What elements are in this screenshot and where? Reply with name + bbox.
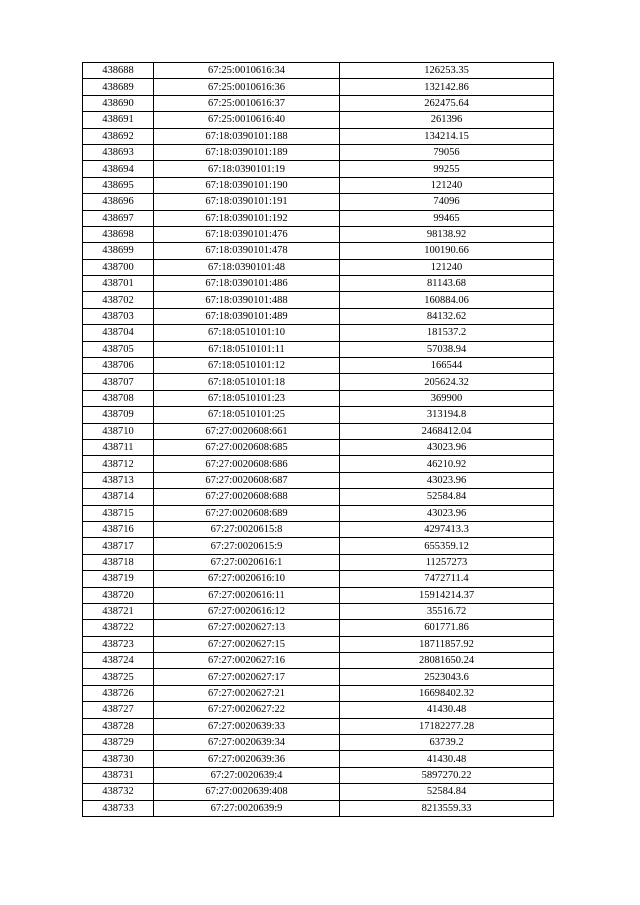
table-row: [83, 63, 554, 79]
table-row: [83, 276, 554, 292]
cadastral-number-cell: 67:18:0510101:18: [154, 374, 340, 390]
row-number-cell: 438731: [83, 767, 154, 783]
cadastral-number-cell: 67:18:0390101:192: [154, 210, 340, 226]
table-row: [83, 489, 554, 505]
value-cell: 8213559.33: [340, 800, 554, 816]
cadastral-number-cell: 67:27:0020608:687: [154, 472, 340, 488]
table-row: [83, 505, 554, 521]
row-number-cell: 438700: [83, 259, 154, 275]
table-row: [83, 538, 554, 554]
row-number-cell: 438693: [83, 144, 154, 160]
value-cell: 166544: [340, 358, 554, 374]
row-number-cell: 438691: [83, 112, 154, 128]
cadastral-number-cell: 67:18:0390101:486: [154, 276, 340, 292]
cadastral-number-cell: 67:25:0010616:34: [154, 63, 340, 79]
table-row: [83, 735, 554, 751]
value-cell: 16698402.32: [340, 685, 554, 701]
row-number-cell: 438733: [83, 800, 154, 816]
value-cell: 74096: [340, 194, 554, 210]
value-cell: 2468412.04: [340, 423, 554, 439]
row-number-cell: 438698: [83, 226, 154, 242]
value-cell: 134214.15: [340, 128, 554, 144]
cadastral-number-cell: 67:27:0020616:12: [154, 603, 340, 619]
table-row: [83, 144, 554, 160]
table-row: [83, 653, 554, 669]
cadastral-number-cell: 67:18:0510101:12: [154, 358, 340, 374]
row-number-cell: 438706: [83, 358, 154, 374]
value-cell: 43023.96: [340, 439, 554, 455]
cadastral-number-cell: 67:27:0020608:689: [154, 505, 340, 521]
table-row: [83, 472, 554, 488]
value-cell: 132142.86: [340, 79, 554, 95]
cadastral-number-cell: 67:27:0020627:17: [154, 669, 340, 685]
value-cell: 98138.92: [340, 226, 554, 242]
row-number-cell: 438695: [83, 177, 154, 193]
table-row: [83, 554, 554, 570]
value-cell: 100190.66: [340, 243, 554, 259]
table-row: [83, 620, 554, 636]
value-cell: 369900: [340, 390, 554, 406]
table-row: [83, 374, 554, 390]
cadastral-number-cell: 67:27:0020616:10: [154, 571, 340, 587]
cadastral-number-cell: 67:18:0390101:476: [154, 226, 340, 242]
row-number-cell: 438708: [83, 390, 154, 406]
cadastral-number-cell: 67:27:0020627:22: [154, 702, 340, 718]
table-row: [83, 767, 554, 783]
cadastral-number-cell: 67:27:0020627:16: [154, 653, 340, 669]
cadastral-number-cell: 67:27:0020608:661: [154, 423, 340, 439]
cadastral-number-cell: 67:25:0010616:37: [154, 95, 340, 111]
row-number-cell: 438690: [83, 95, 154, 111]
value-cell: 181537.2: [340, 325, 554, 341]
table-row: [83, 79, 554, 95]
row-number-cell: 438704: [83, 325, 154, 341]
row-number-cell: 438728: [83, 718, 154, 734]
cadastral-number-cell: 67:27:0020616:1: [154, 554, 340, 570]
row-number-cell: 438705: [83, 341, 154, 357]
table-row: [83, 702, 554, 718]
table-row: [83, 456, 554, 472]
row-number-cell: 438716: [83, 521, 154, 537]
row-number-cell: 438729: [83, 735, 154, 751]
cadastral-number-cell: 67:27:0020639:4: [154, 767, 340, 783]
table-row: [83, 784, 554, 800]
value-cell: 262475.64: [340, 95, 554, 111]
cadastral-number-cell: 67:18:0390101:188: [154, 128, 340, 144]
cadastral-number-cell: 67:27:0020639:33: [154, 718, 340, 734]
value-cell: 63739.2: [340, 735, 554, 751]
value-cell: 15914214.37: [340, 587, 554, 603]
row-number-cell: 438732: [83, 784, 154, 800]
table-row: [83, 587, 554, 603]
table-row: [83, 358, 554, 374]
value-cell: 41430.48: [340, 702, 554, 718]
row-number-cell: 438703: [83, 308, 154, 324]
value-cell: 205624.32: [340, 374, 554, 390]
cadastral-number-cell: 67:27:0020627:13: [154, 620, 340, 636]
value-cell: 655359.12: [340, 538, 554, 554]
table-body: [83, 63, 554, 817]
table-row: [83, 259, 554, 275]
value-cell: 28081650.24: [340, 653, 554, 669]
cadastral-number-cell: 67:27:0020627:21: [154, 685, 340, 701]
row-number-cell: 438711: [83, 439, 154, 455]
cadastral-number-cell: 67:27:0020639:408: [154, 784, 340, 800]
row-number-cell: 438692: [83, 128, 154, 144]
table-row: [83, 325, 554, 341]
row-number-cell: 438701: [83, 276, 154, 292]
cadastral-number-cell: 67:18:0510101:23: [154, 390, 340, 406]
table-row: [83, 800, 554, 816]
cadastral-number-cell: 67:18:0390101:190: [154, 177, 340, 193]
value-cell: 81143.68: [340, 276, 554, 292]
value-cell: 99465: [340, 210, 554, 226]
value-cell: 121240: [340, 259, 554, 275]
row-number-cell: 438720: [83, 587, 154, 603]
cadastral-number-cell: 67:18:0390101:19: [154, 161, 340, 177]
cadastral-number-cell: 67:27:0020639:9: [154, 800, 340, 816]
row-number-cell: 438722: [83, 620, 154, 636]
row-number-cell: 438710: [83, 423, 154, 439]
row-number-cell: 438726: [83, 685, 154, 701]
value-cell: 84132.62: [340, 308, 554, 324]
value-cell: 126253.35: [340, 63, 554, 79]
value-cell: 52584.84: [340, 784, 554, 800]
value-cell: 7472711.4: [340, 571, 554, 587]
cadastral-number-cell: 67:27:0020627:15: [154, 636, 340, 652]
table-row: [83, 161, 554, 177]
row-number-cell: 438707: [83, 374, 154, 390]
value-cell: 99255: [340, 161, 554, 177]
row-number-cell: 438725: [83, 669, 154, 685]
value-cell: 18711857.92: [340, 636, 554, 652]
cadastral-number-cell: 67:18:0510101:25: [154, 407, 340, 423]
row-number-cell: 438712: [83, 456, 154, 472]
cadastral-number-cell: 67:18:0390101:191: [154, 194, 340, 210]
table-row: [83, 718, 554, 734]
table-row: [83, 210, 554, 226]
table-row: [83, 390, 554, 406]
row-number-cell: 438719: [83, 571, 154, 587]
row-number-cell: 438689: [83, 79, 154, 95]
table-row: [83, 407, 554, 423]
table-row: [83, 423, 554, 439]
row-number-cell: 438715: [83, 505, 154, 521]
row-number-cell: 438694: [83, 161, 154, 177]
cadastral-number-cell: 67:27:0020616:11: [154, 587, 340, 603]
value-cell: 35516.72: [340, 603, 554, 619]
value-cell: 46210.92: [340, 456, 554, 472]
row-number-cell: 438699: [83, 243, 154, 259]
cadastral-number-cell: 67:18:0390101:189: [154, 144, 340, 160]
cadastral-number-cell: 67:25:0010616:40: [154, 112, 340, 128]
row-number-cell: 438721: [83, 603, 154, 619]
value-cell: 4297413.3: [340, 521, 554, 537]
table-row: [83, 636, 554, 652]
table-row: [83, 669, 554, 685]
value-cell: 261396: [340, 112, 554, 128]
value-cell: 2523043.6: [340, 669, 554, 685]
table-row: [83, 292, 554, 308]
table-row: [83, 95, 554, 111]
cadastral-number-cell: 67:27:0020639:36: [154, 751, 340, 767]
row-number-cell: 438727: [83, 702, 154, 718]
row-number-cell: 438718: [83, 554, 154, 570]
row-number-cell: 438714: [83, 489, 154, 505]
row-number-cell: 438688: [83, 63, 154, 79]
cadastral-number-cell: 67:18:0390101:48: [154, 259, 340, 275]
cadastral-number-cell: 67:27:0020608:685: [154, 439, 340, 455]
value-cell: 57038.94: [340, 341, 554, 357]
value-cell: 41430.48: [340, 751, 554, 767]
value-cell: 601771.86: [340, 620, 554, 636]
cadastral-number-cell: 67:18:0390101:478: [154, 243, 340, 259]
row-number-cell: 438724: [83, 653, 154, 669]
cadastral-number-cell: 67:27:0020608:686: [154, 456, 340, 472]
value-cell: 79056: [340, 144, 554, 160]
row-number-cell: 438709: [83, 407, 154, 423]
cadastral-number-cell: 67:18:0510101:11: [154, 341, 340, 357]
table-row: [83, 194, 554, 210]
table-row: [83, 308, 554, 324]
table-row: [83, 112, 554, 128]
table-row: [83, 439, 554, 455]
table-row: [83, 243, 554, 259]
table-row: [83, 226, 554, 242]
cadastral-number-cell: 67:18:0390101:489: [154, 308, 340, 324]
row-number-cell: 438713: [83, 472, 154, 488]
cadastral-value-table: [82, 62, 554, 817]
table-row: [83, 603, 554, 619]
cadastral-number-cell: 67:27:0020639:34: [154, 735, 340, 751]
value-cell: 121240: [340, 177, 554, 193]
cadastral-number-cell: 67:18:0390101:488: [154, 292, 340, 308]
table-row: [83, 177, 554, 193]
cadastral-number-cell: 67:18:0510101:10: [154, 325, 340, 341]
value-cell: 160884.06: [340, 292, 554, 308]
value-cell: 52584.84: [340, 489, 554, 505]
value-cell: 17182277.28: [340, 718, 554, 734]
table-row: [83, 685, 554, 701]
cadastral-number-cell: 67:27:0020615:9: [154, 538, 340, 554]
value-cell: 5897270.22: [340, 767, 554, 783]
table-row: [83, 521, 554, 537]
value-cell: 313194.8: [340, 407, 554, 423]
row-number-cell: 438702: [83, 292, 154, 308]
cadastral-number-cell: 67:27:0020615:8: [154, 521, 340, 537]
row-number-cell: 438723: [83, 636, 154, 652]
row-number-cell: 438696: [83, 194, 154, 210]
value-cell: 43023.96: [340, 505, 554, 521]
value-cell: 11257273: [340, 554, 554, 570]
value-cell: 43023.96: [340, 472, 554, 488]
row-number-cell: 438697: [83, 210, 154, 226]
table-row: [83, 751, 554, 767]
table-row: [83, 571, 554, 587]
cadastral-number-cell: 67:25:0010616:36: [154, 79, 340, 95]
table-row: [83, 341, 554, 357]
table-row: [83, 128, 554, 144]
row-number-cell: 438717: [83, 538, 154, 554]
cadastral-number-cell: 67:27:0020608:688: [154, 489, 340, 505]
row-number-cell: 438730: [83, 751, 154, 767]
